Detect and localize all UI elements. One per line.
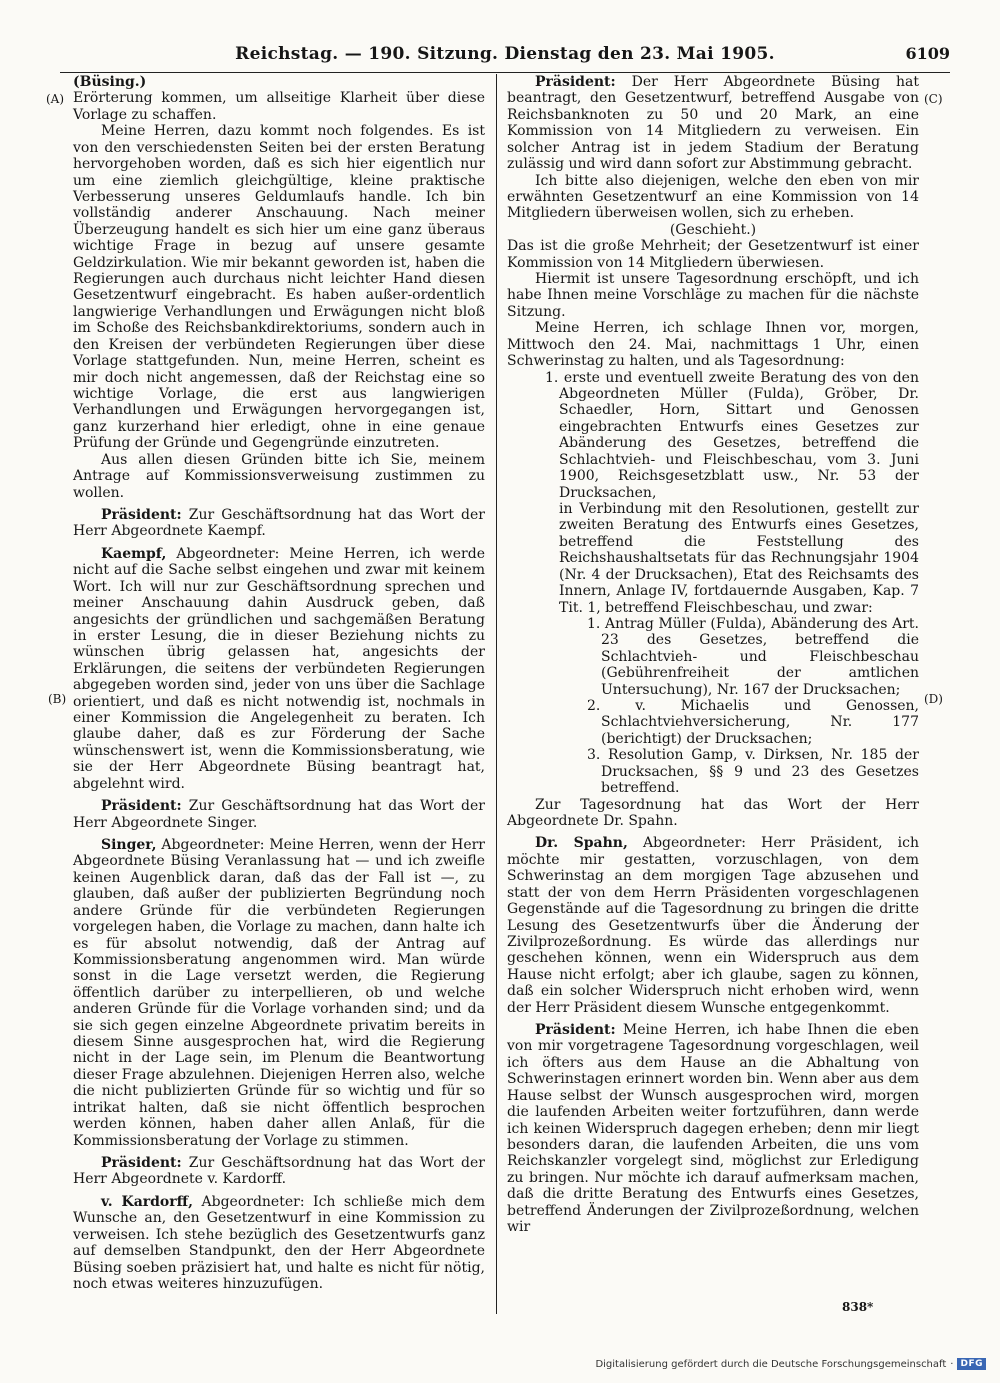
speech-text: Abgeordneter: Herr Präsident, ich möchte mir gestatten, vorzuschlagen, von dem Schwerinstag an dem morgigen Tage abzusehen und statt der von dem Herrn Präsidenten vorgeschlagenen Gegenstände auf die Tagesordnung zu bringen die dritte Lesung des Gesetzentwurfs über die Änderung der Zivilprozeßordnung. Es würde das allerdings nur geschehen können, wenn ein Widerspruch aus dem Hause nicht erfolgt; aber ich glaube, sagen zu können, daß ein solcher Widerspruch nicht erhoben wird, wenn der Herr Präsident diesem Wunsche entgegenkommt.: [507, 835, 920, 1016]
paragraph: Das ist die große Mehrheit; der Gesetzentwurf ist einer Kommission von 14 Mitgliedern überwiesen.: [507, 238, 919, 271]
margin-marker-d: (D): [924, 692, 943, 706]
speaker-name: Präsident:: [535, 1022, 616, 1039]
paragraph: [73, 1194, 485, 1293]
speaker-name: (Büsing.): [73, 74, 147, 90]
paragraph: [73, 452, 485, 501]
paragraph: [507, 1022, 919, 1235]
digitization-text: Digitalisierung gefördert durch die Deutsche Forschungsgemeinschaft: [595, 1358, 947, 1370]
speaker-name: Dr. Spahn,: [535, 835, 628, 852]
speech-text: Zur Geschäftsordnung hat das Wort der Herr Abgeordnete Singer.: [73, 798, 485, 831]
agenda-subitem: 2. v. Michaelis und Genossen, Schlachtviehversicherung, Nr. 177 (berichtigt) der Drucksachen;: [587, 698, 919, 747]
paragraph: [507, 835, 919, 1016]
margin-marker-a: (A): [46, 92, 65, 106]
page-header: [60, 40, 950, 73]
paragraph: [73, 546, 485, 792]
right-column: [507, 74, 919, 1236]
column-divider: [496, 74, 497, 1314]
dfg-logo: DFG: [957, 1358, 986, 1370]
speaker-name: Singer,: [101, 836, 157, 853]
margin-marker-c: (C): [924, 92, 943, 106]
speaker-name: Präsident:: [101, 798, 182, 815]
left-column: [73, 74, 485, 1292]
speech-text: Aus allen diesen Gründen bitte ich Sie, meinem Antrage auf Kommissionsverweisung zustimmen zu wollen.: [73, 451, 485, 501]
paragraph: Meine Herren, ich schlage Ihnen vor, morgen, Mittwoch den 24. Mai, nachmittags 1 Uhr, einen Schwerinstag zu halten, und als Tagesordnung:: [507, 320, 919, 370]
agenda-item: 1. erste und eventuell zweite Beratung des von den Abgeordneten Müller (Fulda), Gröber, Dr. Schaedler, Horn, Sittart und Genossen eingebrachten Entwurfs eines Gesetzes zur Abänderung des Gesetzes, betreffend die Schlachtvieh- und Fleischbeschau, vom 3. Juni 1900, Reichsgesetzblatt usw., Nr. 53 der Drucksachen,: [545, 369, 919, 501]
paragraph: [73, 74, 485, 90]
paragraph: Zur Tagesordnung hat das Wort der Herr Abgeordnete Dr. Spahn.: [507, 796, 919, 829]
paragraph: Ich bitte also diejenigen, welche den eben von mir erwähnten Gesetzentwurf an eine Kommission von 14 Mitgliedern überweisen wollen, sich zu erheben.: [507, 172, 919, 222]
speaker-name: v. Kardorff,: [101, 1193, 194, 1210]
stage-direction: (Geschieht.): [669, 221, 757, 238]
speech-text: Abgeordneter: Ich schließe mich dem Wunsche an, den Gesetzentwurf in eine Kommission zu verweisen. Ich stehe bezüglich des Gesetzentwurfs ganz auf demselben Standpunkt, den der Herr Abgeordnete Büsing soeben präzisiert hat, und halte es nicht für nötig, noch etwas weiteres hinzuzufügen.: [73, 1193, 485, 1292]
paragraph: [507, 74, 919, 173]
speech-text: Zur Geschäftsordnung hat das Wort der Herr Abgeordnete v. Kardorff.: [73, 1155, 485, 1188]
digitization-credit[interactable]: Digitalisierung gefördert durch die Deutsche Forschungsgemeinschaft · DFG: [595, 1358, 986, 1370]
agenda-subitem: 3. Resolution Gamp, v. Dirksen, Nr. 185 der Drucksachen, §§ 9 und 23 des Gesetzes betreffend.: [587, 747, 919, 797]
speaker-name: Präsident:: [535, 74, 616, 90]
speech-text: Zur Geschäftsordnung hat das Wort der Herr Abgeordnete Kaempf.: [73, 506, 485, 540]
agenda-item-continuation: in Verbindung mit den Resolutionen, gestellt zur zweiten Beratung des Entwurfs eines Gesetzes, betreffend die Feststellung des Reichshaushaltsetats für das Rechnungsjahr 1904 (Nr. 4 der Drucksachen), Etat des Reichsamts des Innern, Anlage IV, fortdauernde Ausgaben, Kap. 7 Tit. 1, betreffend Fleischbeschau, und zwar:: [559, 500, 919, 616]
speaker-name: Kaempf,: [101, 545, 167, 562]
agenda-subitem: 1. Antrag Müller (Fulda), Abänderung des Art. 23 des Gesetzes, betreffend die Schlachtvieh- und Fleischbeschau (Gebührenfreiheit der amtlichen Untersuchung), Nr. 167 der Drucksachen;: [587, 615, 919, 698]
paragraph: [73, 798, 485, 831]
speech-text: Meine Herren, ich habe Ihnen die eben von mir vorgetragene Tagesordnung vorgeschlagen, weil ich öfters aus dem Hause an die Abhaltung von Schwerinstagen erinnert worden bin. Wenn aber aus dem Hause selbst der Wunsch ausgesprochen wird, morgen die laufenden Arbeiten weiter fortzuführen, dann werde ich keinen Widerspruch dagegen erheben; denn mir liegt besonders daran, die laufenden Arbeiten, die uns vom Reichskanzler vorgelegt sind, möglichst zur Erledigung zu bringen. Nur möchte ich darauf aufmerksam machen, daß die dritte Beratung des Entwurfs eines Gesetzes, betreffend Änderungen der Zivilprozeßordnung, welchen wir: [507, 1022, 919, 1236]
paragraph: Hiermit ist unsere Tagesordnung erschöpft, und ich habe Ihnen meine Vorschläge zu machen für die nächste Sitzung.: [507, 271, 919, 320]
speaker-name: Präsident:: [101, 1155, 182, 1171]
page-number: 6109: [905, 44, 950, 63]
header-title: Reichstag. — 190. Sitzung. Dienstag den 23. Mai 1905.: [235, 44, 775, 64]
speech-text: Abgeordneter: Meine Herren, wenn der Herr Abgeordnete Büsing Veranlassung hat — und ich zweifle keinen Augenblick daran, daß das der Fall ist —, zu glauben, daß außer der publizierten Begründung noch andere Gründe für die verbündeten Regierungen vorgelegen haben, die Vorlage zu machen, dann halte ich es für absolut notwendig, daß der Antrag auf Kommissionsberatung angenommen wird. Man würde sonst in die Lage versetzt werden, die Regierung öffentlich darüber zu interpellieren, ob und welche anderen Gründe für die Vorlage vorhanden sind; und da sie sich gegen einzelne Abgeordnete privatim bereits in diesem Sinne ausgesprochen hat, wird die Regierung nicht in der Lage sein, im Plenum die Beantwortung dieser Frage abzulehnen. Diejenigen Herren also, welche die nicht publizierten Gründe für so wichtig und für so intrikat halten, daß sie nicht öffentlich besprochen werden können, haben daher allen Anlaß, für die Kommissionsberatung der Vorlage zu stimmen.: [73, 836, 485, 1149]
speech-text: Erörterung kommen, um allseitige Klarheit über diese Vorlage zu schaffen.: [73, 90, 485, 123]
paragraph: [73, 123, 485, 451]
signature-mark: 838*: [842, 1300, 874, 1314]
speech-text: Meine Herren, dazu kommt noch folgendes. Es ist von den verschiedensten Seiten bei der ersten Beratung hervorgehoben worden, daß es sich hier eigentlich nur um eine ziemlich gleichgültige, kleine praktische Verbesserung unseres Geldumlaufs handle. Ich bin vollständig anderer Anschauung. Nach meiner Überzeugung handelt es sich hier um eine ganz überaus wichtige Frage in bezug auf unsere gesamte Geldzirkulation. Wie mir bekannt geworden ist, haben die Regierungen auch durchaus nicht leichter Hand diesen Gesetzentwurf eingebracht. Es haben außer-ordentlich langwierige Verhandlungen und Erwägungen nicht bloß im Schoße des Reichsbankdirektoriums, sondern auch in den Kreisen der verbündeten Regierungen über diese Vorlage stattgefunden. Nun, meine Herren, scheint es mir doch nicht angemessen, daß der Reichstag eine so wichtige Vorlage, die erst aus langwierigen Verhandlungen und Erwägungen hervorgegangen ist, ganz kurzerhand hier erledigt, ohne in eine genaue Prüfung der Gründe und Gegengründe einzutreten.: [73, 123, 485, 452]
paragraph: [73, 837, 485, 1149]
margin-marker-b: (B): [48, 692, 67, 706]
speech-text: Der Herr Abgeordnete Büsing hat beantragt, den Gesetzentwurf, betreffend Ausgabe von Reichsbanknoten zu 50 und 20 Mark, an eine Kommission von 14 Mitgliedern zu verweisen. Ein solcher Antrag ist in jedem Stadium der Beratung zulässig und wird dann sofort zur Abstimmung gebracht.: [507, 74, 919, 173]
paragraph: [73, 507, 485, 540]
paragraph: [73, 90, 485, 123]
speech-text: Abgeordneter: Meine Herren, ich werde nicht auf die Sache selbst eingehen und zwar mit keinem Wort. Ich will nur zur Geschäftsordnung sprechen und meiner Anschauung dahin Ausdruck geben, daß angesichts der gründlichen und sachgemäßen Beratung in erster Lesung, die in dieser Beziehung nichts zu wünschen übrig gelassen hat, angesichts der Erklärungen, die seitens der verbündeten Regierungen abgegeben worden sind, jeder von uns über die Sachlage orientiert, und daß es nicht notwendig ist, nochmals in einer Kommission die Angelegenheit zu beraten. Ich glaube daher, daß es zur Förderung der Sache wünschenswert ist, wenn die Kommissionsberatung, wie sie der Herr Abgeordnete Büsing beantragt hat, abgelehnt wird.: [73, 545, 485, 792]
paragraph: [73, 1155, 485, 1188]
speaker-name: Präsident:: [101, 506, 182, 523]
